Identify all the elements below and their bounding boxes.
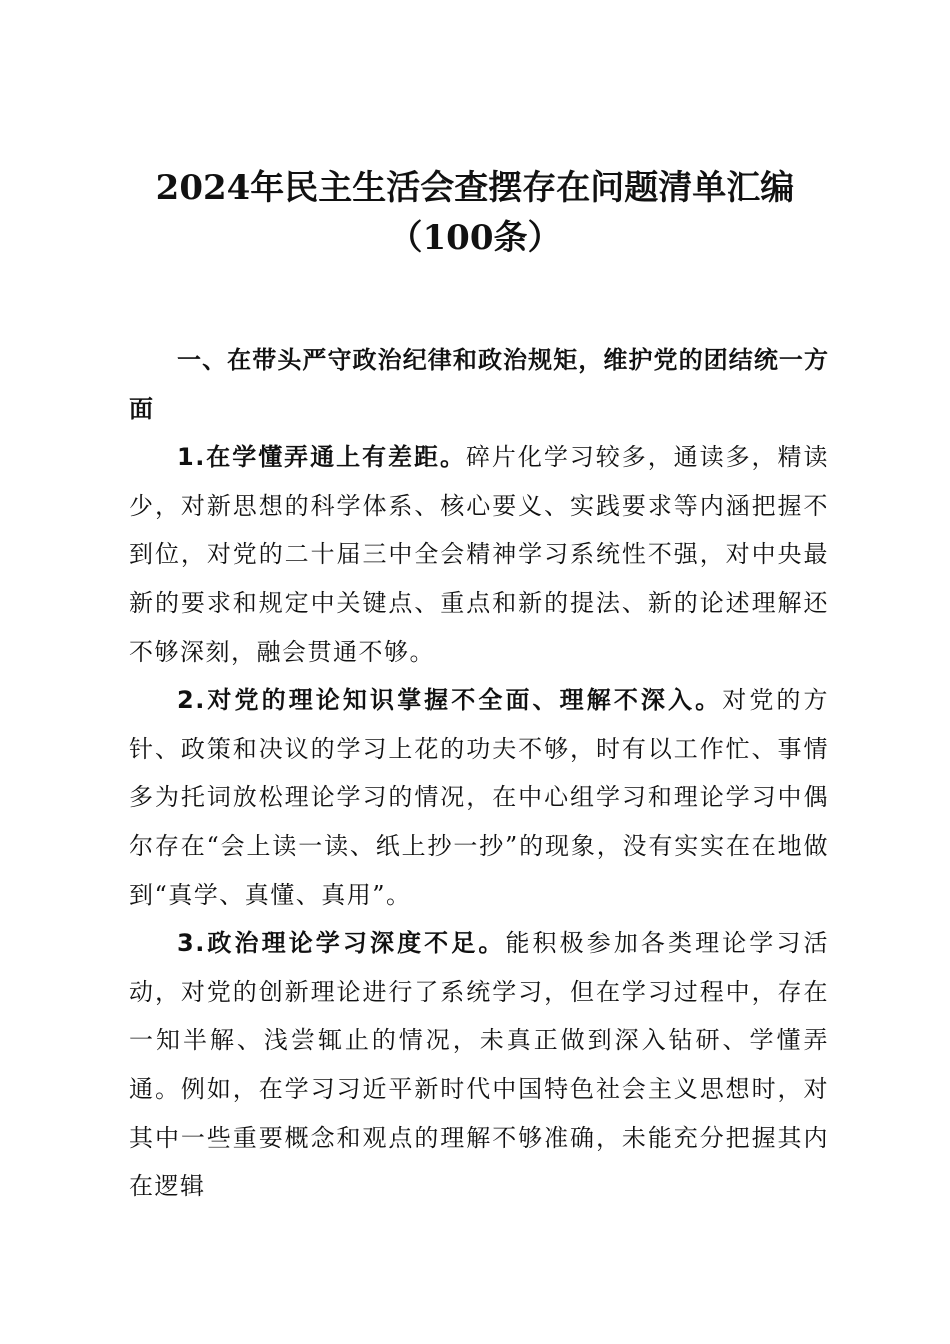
item-lead: 1.在学懂弄通上有差距。	[177, 443, 466, 472]
item-text: 能积极参加各类理论学习活动，对党的创新理论进行了系统学习，但在学习过程中，存在一知半解、浅尝辄止的情况，未真正做到深入钻研、学懂弄通。例如，在学习习近平新时代中国特色社会主义思想时，对其中一些重要概念和观点的理解不够准确，未能充分把握其内在逻辑	[129, 929, 829, 1201]
item-lead: 2.对党的理论知识掌握不全面、理解不深入。	[177, 686, 723, 715]
item-text: 对党的方针、政策和决议的学习上花的功夫不够，时有以工作忙、事情多为托词放松理论学习的情况，在中心组学习和理论学习中偶尔存在“会上读一读、纸上抄一抄”的现象，没有实实在在地做到“真学、真懂、真用”。	[129, 686, 830, 909]
list-item	[129, 676, 829, 919]
list-item	[129, 433, 829, 676]
item-lead: 3.政治理论学习深度不足。	[177, 929, 506, 958]
section-heading: 一、在带头严守政治纪律和政治规矩，维护党的团结统一方面	[129, 346, 829, 423]
list-item	[129, 919, 829, 1211]
item-text: 碎片化学习较多，通读多，精读少，对新思想的科学体系、核心要义、实践要求等内涵把握不到位，对党的二十届三中全会精神学习系统性不强，对中央最新的要求和规定中关键点、重点和新的提法、新的论述理解还不够深刻，融会贯通不够。	[129, 443, 829, 666]
document-title: 2024年民主生活会查摆存在问题清单汇编	[155, 168, 795, 208]
document-subtitle: （100条）	[388, 218, 562, 258]
document-body	[129, 336, 829, 1211]
